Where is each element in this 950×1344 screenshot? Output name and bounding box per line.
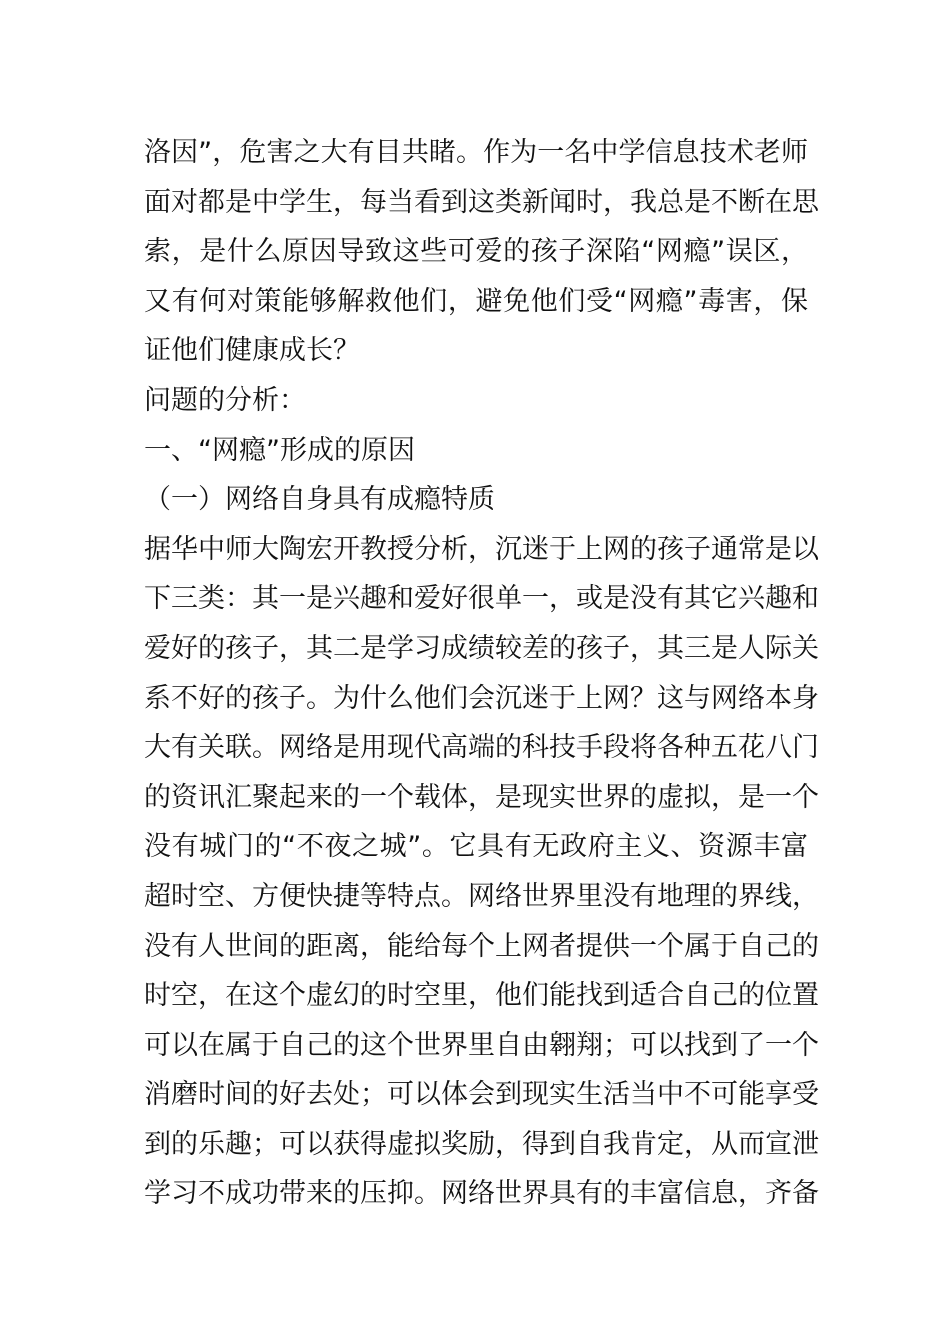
text-line: 学习不成功带来的压抑。网络世界具有的丰富信息，齐备 [144,1178,819,1210]
text-line: 系不好的孩子。为什么他们会沉迷于上网？这与网络本身 [144,682,819,714]
text-line: 没有城门的“不夜之城”。它具有无政府主义、资源丰富 [144,831,808,863]
text-line: 下三类：其一是兴趣和爱好很单一，或是没有其它兴趣和 [144,583,819,615]
section-heading: 问题的分析： [144,384,306,416]
text-line: 超时空、方便快捷等特点。网络世界里没有地理的界线， [144,880,819,912]
text-line: 大有关联。网络是用现代高端的科技手段将各种五花八门 [144,732,819,764]
text-line: 消磨时间的好去处；可以体会到现实生活当中不可能享受 [144,1079,819,1111]
text-line: 可以在属于自己的这个世界里自由翱翔；可以找到了一个 [144,1029,819,1061]
text-line: 没有人世间的距离，能给每个上网者提供一个属于自己的 [144,930,819,962]
text-line: 面对都是中学生，每当看到这类新闻时，我总是不断在思 [144,186,819,218]
text-line: 据华中师大陶宏开教授分析，沉迷于上网的孩子通常是以 [144,533,819,565]
body-text [144,128,819,1219]
text-line: 又有何对策能够解救他们，避免他们受“网瘾”毒害，保 [144,285,808,317]
subsection-heading: （一）网络自身具有成瘾特质 [144,484,495,516]
text-line: 的资讯汇聚起来的一个载体，是现实世界的虚拟，是一个 [144,781,819,813]
text-line: 到的乐趣；可以获得虚拟奖励，得到自我肯定，从而宣泄 [144,1128,819,1160]
text-line: 证他们健康成长？ [144,335,360,367]
text-line: 时空，在这个虚幻的时空里，他们能找到适合自己的位置 [144,980,819,1012]
text-line: 洛因”，危害之大有目共睹。作为一名中学信息技术老师 [144,137,808,168]
text-line: 爱好的孩子，其二是学习成绩较差的孩子，其三是人际关 [144,632,819,664]
text-line: 索，是什么原因导致这些可爱的孩子深陷“网瘾”误区， [144,236,808,268]
section-heading: 一、“网瘾”形成的原因 [144,434,415,466]
